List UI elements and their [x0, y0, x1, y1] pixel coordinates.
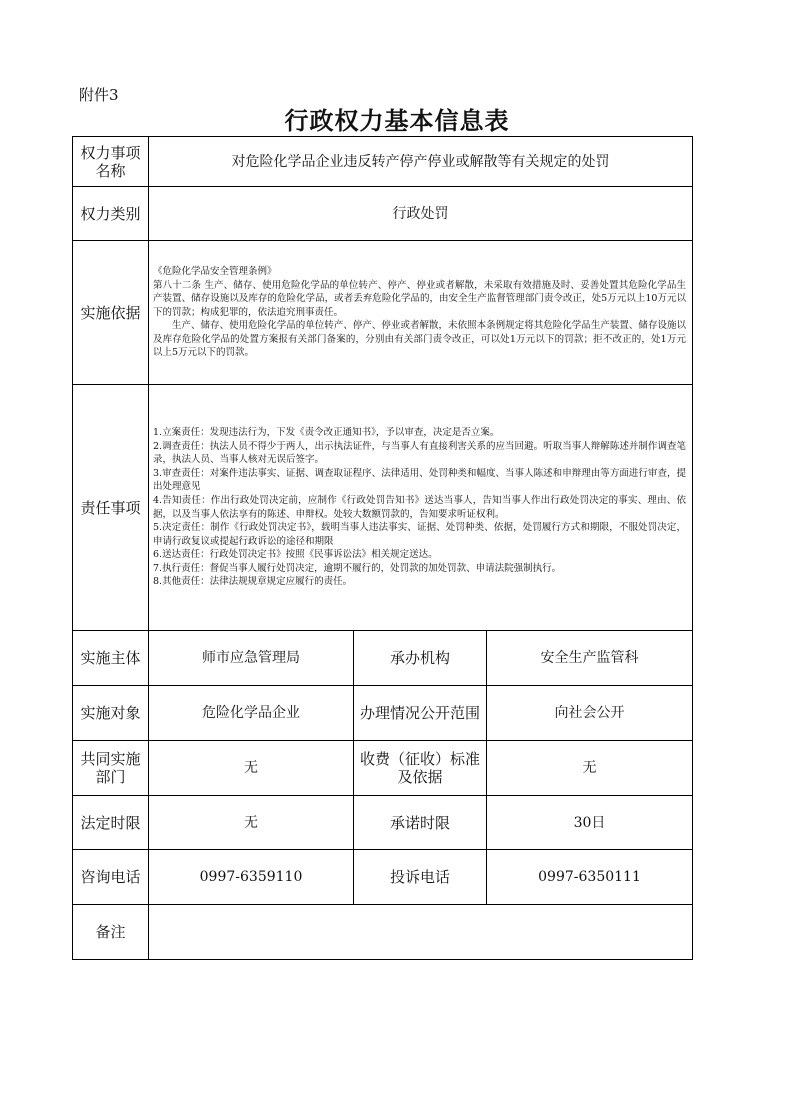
row-phone — [73, 850, 693, 905]
row-subject — [73, 631, 693, 686]
value-subject: 师市应急管理局 — [149, 631, 354, 686]
row-joint — [73, 741, 693, 796]
label-basis: 实施依据 — [73, 241, 149, 385]
duty-line: 5.决定责任：制作《行政处罚决定书》，载明当事人违法事实、证据、处罚种类、依据，处罚履行方式和期限，不服处罚决定，申请行政复议或提起行政诉讼的途径和期限 — [153, 522, 687, 547]
info-table — [72, 136, 693, 960]
value-name: 对危险化学品企业违反转产停产停业或解散等有关规定的处罚 — [149, 137, 693, 187]
row-name — [73, 137, 693, 187]
duty-line: 2.调查责任：执法人员不得少于两人，出示执法证件，与当事人有直接利害关系的应当回避。听取当事人辩解陈述并制作调查笔录，执法人员、当事人核对无误后签字。 — [153, 440, 687, 466]
label-office: 承办机构 — [354, 631, 487, 686]
label-category: 权力类别 — [73, 187, 149, 241]
value-promised-limit: 30日 — [487, 796, 693, 850]
duty-line: 3.审查责任：对案件违法事实、证据、调查取证程序、法律适用、处罚种类和幅度、当事人陈述和申辩理由等方面进行审查，提出处理意见 — [153, 467, 687, 493]
value-complaint-phone: 0997-6350111 — [487, 850, 693, 905]
label-disclosure: 办理情况公开范围 — [354, 686, 487, 741]
row-target — [73, 686, 693, 741]
value-joint: 无 — [149, 741, 354, 796]
attachment-label: 附件3 — [79, 86, 119, 104]
basis-line: 《危险化学品安全管理条例》 — [153, 265, 277, 277]
duty-line: 8.其他责任：法律法规规章规定应履行的责任。 — [153, 576, 353, 588]
value-legal-limit: 无 — [149, 796, 354, 850]
label-joint: 共同实施 部门 — [73, 741, 149, 796]
row-remark — [73, 905, 693, 960]
label-name: 权力事项 名称 — [73, 137, 149, 187]
value-disclosure: 向社会公开 — [487, 686, 693, 741]
value-target: 危险化学品企业 — [149, 686, 354, 741]
value-fee: 无 — [487, 741, 693, 796]
duty-line: 7.执行责任：督促当事人履行处罚决定，逾期不履行的，处罚款的加处罚款、申请法院强制执行。 — [153, 562, 562, 574]
value-office: 安全生产监管科 — [487, 631, 693, 686]
value-basis — [149, 241, 693, 385]
label-complaint-phone: 投诉电话 — [354, 850, 487, 905]
label-target: 实施对象 — [73, 686, 149, 741]
label-consult-phone: 咨询电话 — [73, 850, 149, 905]
duty-line: 1.立案责任：发现违法行为，下发《责令改正通知书》，予以审查，决定是否立案。 — [153, 426, 500, 438]
value-consult-phone: 0997-6359110 — [149, 850, 354, 905]
basis-line: 第八十二条 生产、储存、使用危险化学品的单位转产、停产、停业或者解散，未采取有效措施及时、妥善处置其危险化学品生产装置、储存设施以及库存的危险化学品，或者丢弃危险化学品的，由安全生产监督管理部门责令改正，处5万元以上10万元以下的罚款；构成犯罪的，依法追究刑事责任。 — [153, 279, 687, 318]
label-remark: 备注 — [73, 905, 149, 960]
row-limit — [73, 796, 693, 850]
duty-line: 4.告知责任：作出行政处罚决定前，应制作《行政处罚告知书》送达当事人，告知当事人作出行政处罚决定的事实、理由、依据，以及当事人依法享有的陈述、申辩权。处较大数额罚款的，告知要求听证权利。 — [153, 494, 687, 520]
duty-line: 6.送达责任：行政处罚决定书》按照《民事诉讼法》相关规定送达。 — [153, 549, 438, 561]
label-legal-limit: 法定时限 — [73, 796, 149, 850]
row-duty — [73, 385, 693, 631]
label-subject: 实施主体 — [73, 631, 149, 686]
value-duty — [149, 385, 693, 631]
basis-line: 生产、储存、使用危险化学品的单位转产、停产、停业或者解散，未依照本条例规定将其危险化学品生产装置、储存设施以及库存危险化学品的处置方案报有关部门备案的，分别由有关部门责令改正，可以处1万元以下的罚款；拒不改正的，处1万元以上5万元以下的罚款。 — [153, 320, 687, 359]
label-duty: 责任事项 — [73, 385, 149, 631]
label-promised-limit: 承诺时限 — [354, 796, 487, 850]
value-remark — [149, 905, 693, 960]
value-category: 行政处罚 — [149, 187, 693, 241]
row-basis — [73, 241, 693, 385]
page-title: 行政权力基本信息表 — [284, 106, 510, 135]
label-fee: 收费（征收）标准 及依据 — [354, 741, 487, 796]
row-category — [73, 187, 693, 241]
